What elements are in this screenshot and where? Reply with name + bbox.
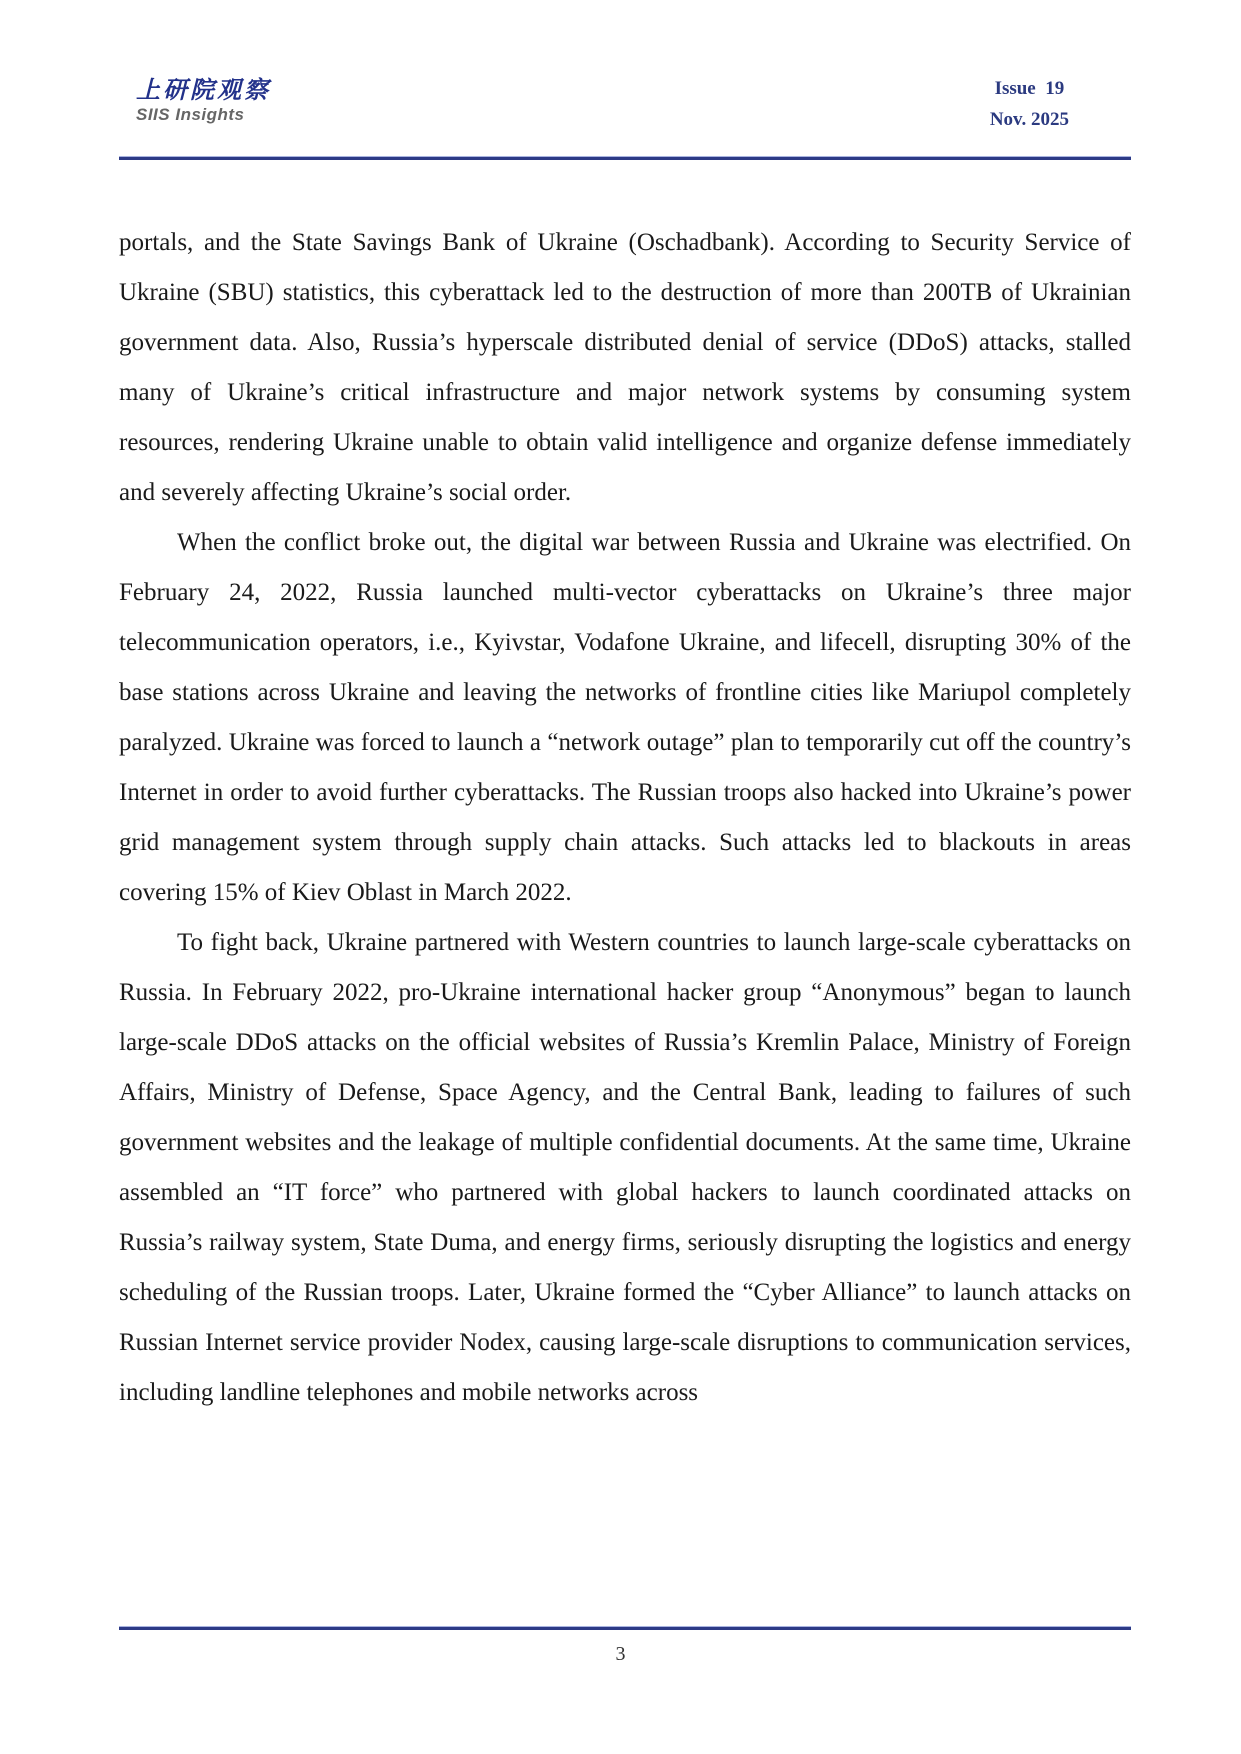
logo-chinese-title: 上研院观察 — [136, 75, 271, 104]
issue-info — [990, 73, 1069, 135]
page-number: 3 — [615, 1643, 626, 1665]
header-divider — [119, 157, 1131, 160]
logo-english-title: SIIS Insights — [136, 105, 245, 124]
issue-date: Nov. 2025 — [989, 109, 1069, 130]
paragraph: To fight back, Ukraine partnered with Western countries to launch large-scale cyberattacks on Russia. In February 2022, pro-Ukraine international hacker group “Anonymous” began to launch large-scale DDoS attacks on the official websites of Russia’s Kremlin Palace, Ministry of Foreign Affairs, Ministry of Defense, Space Agency, and the Central Bank, leading to failures of such government websites and the leakage of multiple confidential documents. At the same time, Ukraine assembled an “IT force” who partnered with global hackers to launch coordinated attacks on Russia’s railway system, State Duma, and energy firms, seriously disrupting the logistics and energy scheduling of the Russian troops. Later, Ukraine formed the “Cyber Alliance” to launch attacks on Russian Internet service provider Nodex, causing large-scale disruptions to communication services, including landline telephones and mobile networks across — [119, 929, 1131, 1406]
issue-number: Issue 19 — [994, 78, 1065, 99]
paragraph: portals, and the State Savings Bank of Ukraine (Oschadbank). According to Security Service of Ukraine (SBU) statistics, this cyberattack led to the destruction of more than 200TB of Ukrainian government data. Also, Russia’s hyperscale distributed denial of service (DDoS) attacks, stalled many of Ukraine’s critical infrastructure and major network systems by consuming system resources, rendering Ukraine unable to obtain valid intelligence and organize defense immediately and severely affecting Ukraine’s social order. — [119, 229, 1131, 506]
footer-divider — [119, 1627, 1131, 1630]
siis-logo — [136, 76, 271, 125]
body-text — [119, 218, 1131, 1418]
paragraph: When the conflict broke out, the digital war between Russia and Ukraine was electrified. On February 24, 2022, Russia launched multi-vector cyberattacks on Ukraine’s three major telecommunication operators, i.e., Kyivstar, Vodafone Ukraine, and lifecell, disrupting 30% of the base stations across Ukraine and leaving the networks of frontline cities like Mariupol completely paralyzed. Ukraine was forced to launch a “network outage” plan to temporarily cut off the country’s Internet in order to avoid further cyberattacks. The Russian troops also hacked into Ukraine’s power grid management system through supply chain attacks. Such attacks led to blackouts in areas covering 15% of Kiev Oblast in March 2022. — [119, 529, 1131, 906]
